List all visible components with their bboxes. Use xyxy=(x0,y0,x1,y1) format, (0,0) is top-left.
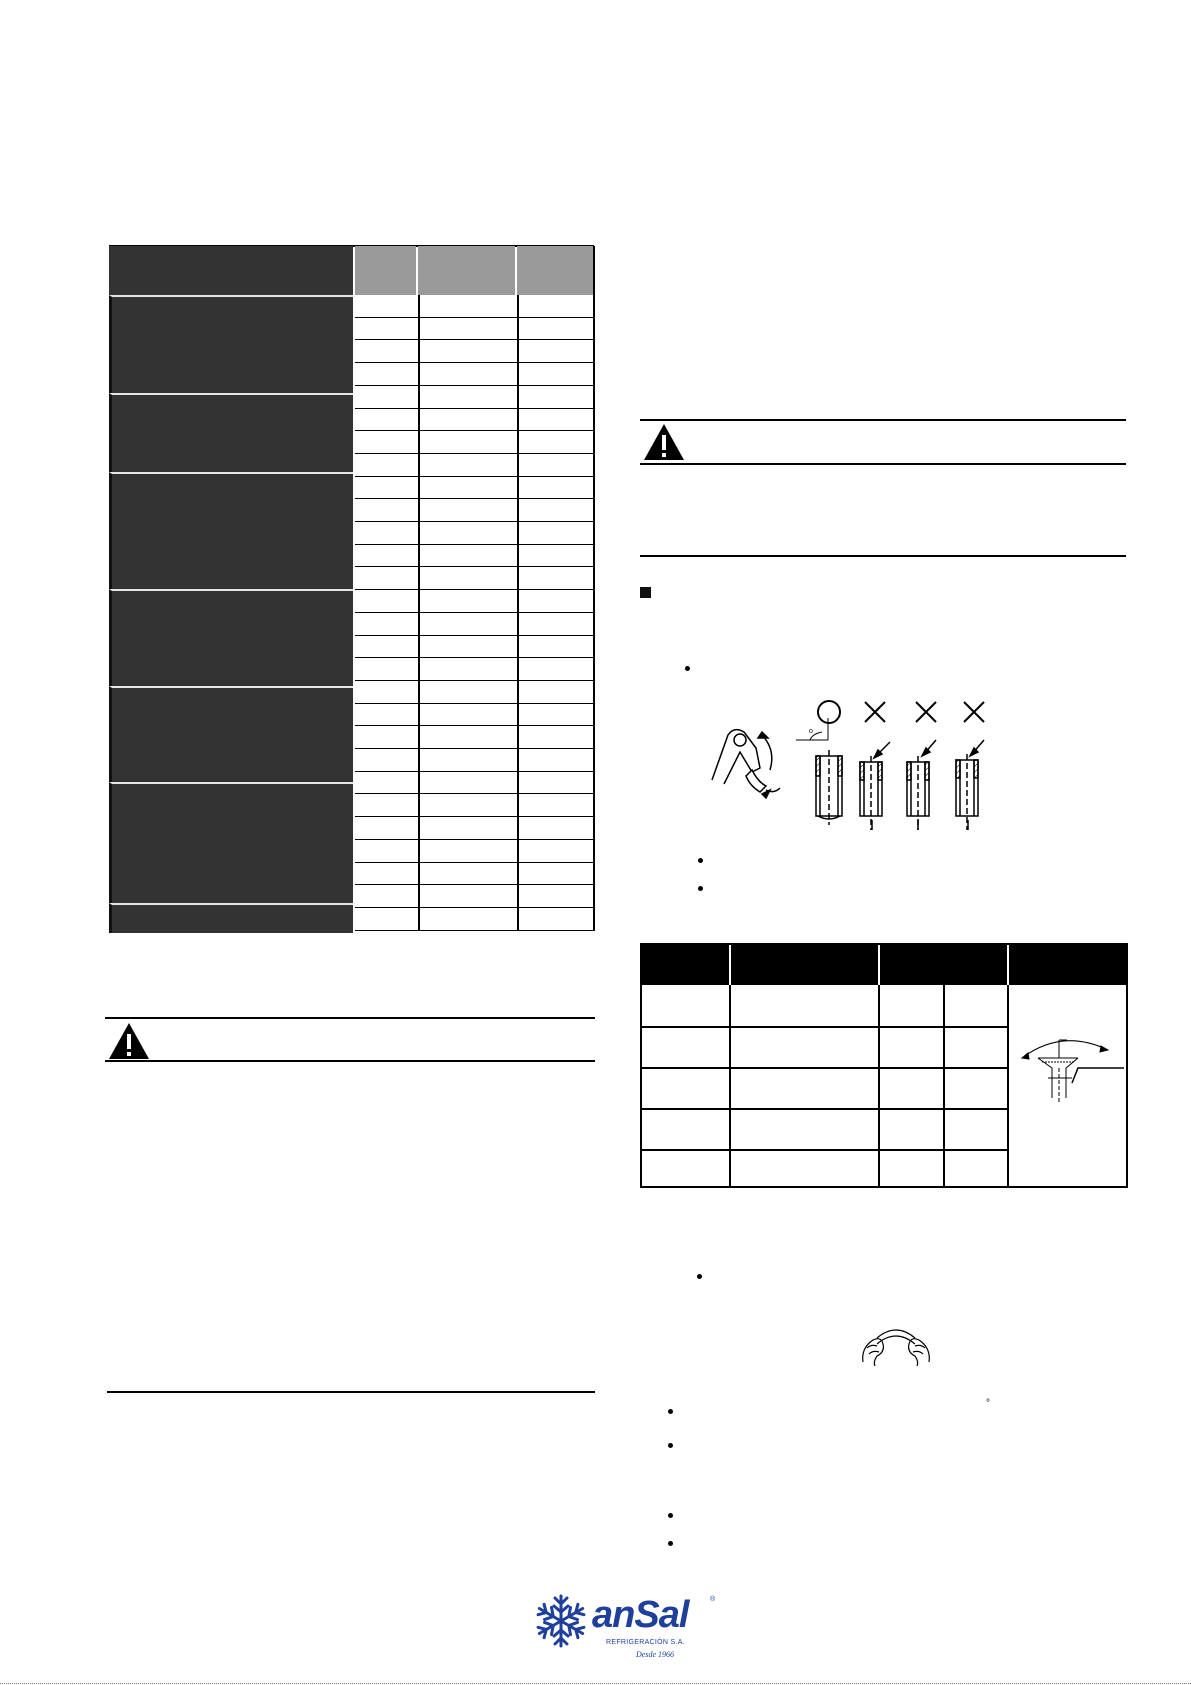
left-table-row xyxy=(355,794,594,817)
left-table-row xyxy=(355,567,594,590)
left-table-row xyxy=(355,409,594,432)
left-table-group-cell xyxy=(109,686,353,782)
page-bottom-rule xyxy=(0,1683,1191,1684)
left-table-group-cell xyxy=(109,782,353,903)
x-mark-icon xyxy=(916,702,936,722)
snowflake-logo-icon xyxy=(532,1592,590,1650)
brand-since: Desde 1966 xyxy=(636,1650,674,1659)
left-table-group-column xyxy=(109,295,353,933)
left-table-row xyxy=(355,499,594,522)
right-section-rule xyxy=(640,555,1126,557)
flare-diagram xyxy=(1012,1028,1128,1108)
left-table-row xyxy=(355,431,594,454)
left-table-group-cell xyxy=(109,393,353,472)
left-table-row xyxy=(355,704,594,727)
left-table-group-cell xyxy=(109,472,353,589)
left-table-row xyxy=(355,658,594,681)
angle-mark: o xyxy=(809,728,813,735)
registered-mark: ® xyxy=(710,1596,716,1603)
left-table-row xyxy=(355,363,594,386)
left-table-row xyxy=(355,477,594,500)
left-table-row xyxy=(355,840,594,863)
brand-name: anSal xyxy=(592,1594,689,1636)
right-warning-bottom-rule xyxy=(640,463,1126,465)
warning-icon xyxy=(642,422,686,462)
x-mark-icon xyxy=(964,702,984,722)
left-table-row xyxy=(355,613,594,636)
left-table-row xyxy=(355,817,594,840)
pipe-cut-diagram xyxy=(700,690,1000,830)
left-table-row xyxy=(355,681,594,704)
bullet-dot xyxy=(668,1541,673,1546)
left-table-row xyxy=(355,386,594,409)
bullet-dot xyxy=(698,858,703,863)
left-table-row xyxy=(355,454,594,477)
left-table-header-cell xyxy=(109,246,353,295)
left-table-row xyxy=(355,295,594,318)
bullet-dot xyxy=(668,1513,673,1518)
left-table-header-cell xyxy=(418,246,515,295)
warning-icon xyxy=(107,1021,151,1061)
left-warning-top-rule xyxy=(105,1017,595,1019)
left-table-header-cell xyxy=(517,246,593,295)
degree-mark: ° xyxy=(986,1398,990,1409)
left-table-group-cell xyxy=(109,295,353,393)
flare-dimension-table xyxy=(640,943,1128,1188)
left-table-row xyxy=(355,590,594,613)
left-table-row xyxy=(355,885,594,908)
bullet-dot xyxy=(697,1274,702,1279)
left-section-rule xyxy=(107,1391,595,1393)
left-table-row xyxy=(355,636,594,659)
left-table-row xyxy=(355,545,594,568)
bullet-dot xyxy=(668,1409,673,1414)
left-table-row xyxy=(355,318,594,341)
bullet-dot xyxy=(698,886,703,891)
left-table-header xyxy=(109,246,594,295)
left-table-row xyxy=(355,908,594,931)
section-square-bullet xyxy=(640,587,651,598)
left-table-group-cell xyxy=(109,589,353,686)
left-table-value-grid xyxy=(355,295,594,931)
left-table-row xyxy=(355,863,594,886)
pipe-bending-hands-icon xyxy=(855,1318,937,1366)
left-table-row xyxy=(355,726,594,749)
left-table-right-rule xyxy=(593,246,595,931)
circle-ok-icon xyxy=(818,701,840,723)
ansal-logo xyxy=(532,1592,722,1672)
pipe-cutter-icon xyxy=(712,730,780,798)
left-table-row xyxy=(355,340,594,363)
left-table-header-cell xyxy=(355,246,416,295)
left-table-row xyxy=(355,749,594,772)
left-table-row xyxy=(355,772,594,795)
left-warning-bottom-rule xyxy=(105,1060,595,1062)
left-table-group-cell xyxy=(109,903,353,933)
bullet-dot xyxy=(668,1443,673,1448)
brand-subtitle: REFRIGERACIÓN S.A. xyxy=(606,1639,685,1646)
left-table-row xyxy=(355,522,594,545)
right-warning-top-rule xyxy=(640,419,1126,421)
flare-table-header xyxy=(642,945,1126,985)
bullet-dot xyxy=(685,666,690,671)
x-mark-icon xyxy=(865,702,885,722)
